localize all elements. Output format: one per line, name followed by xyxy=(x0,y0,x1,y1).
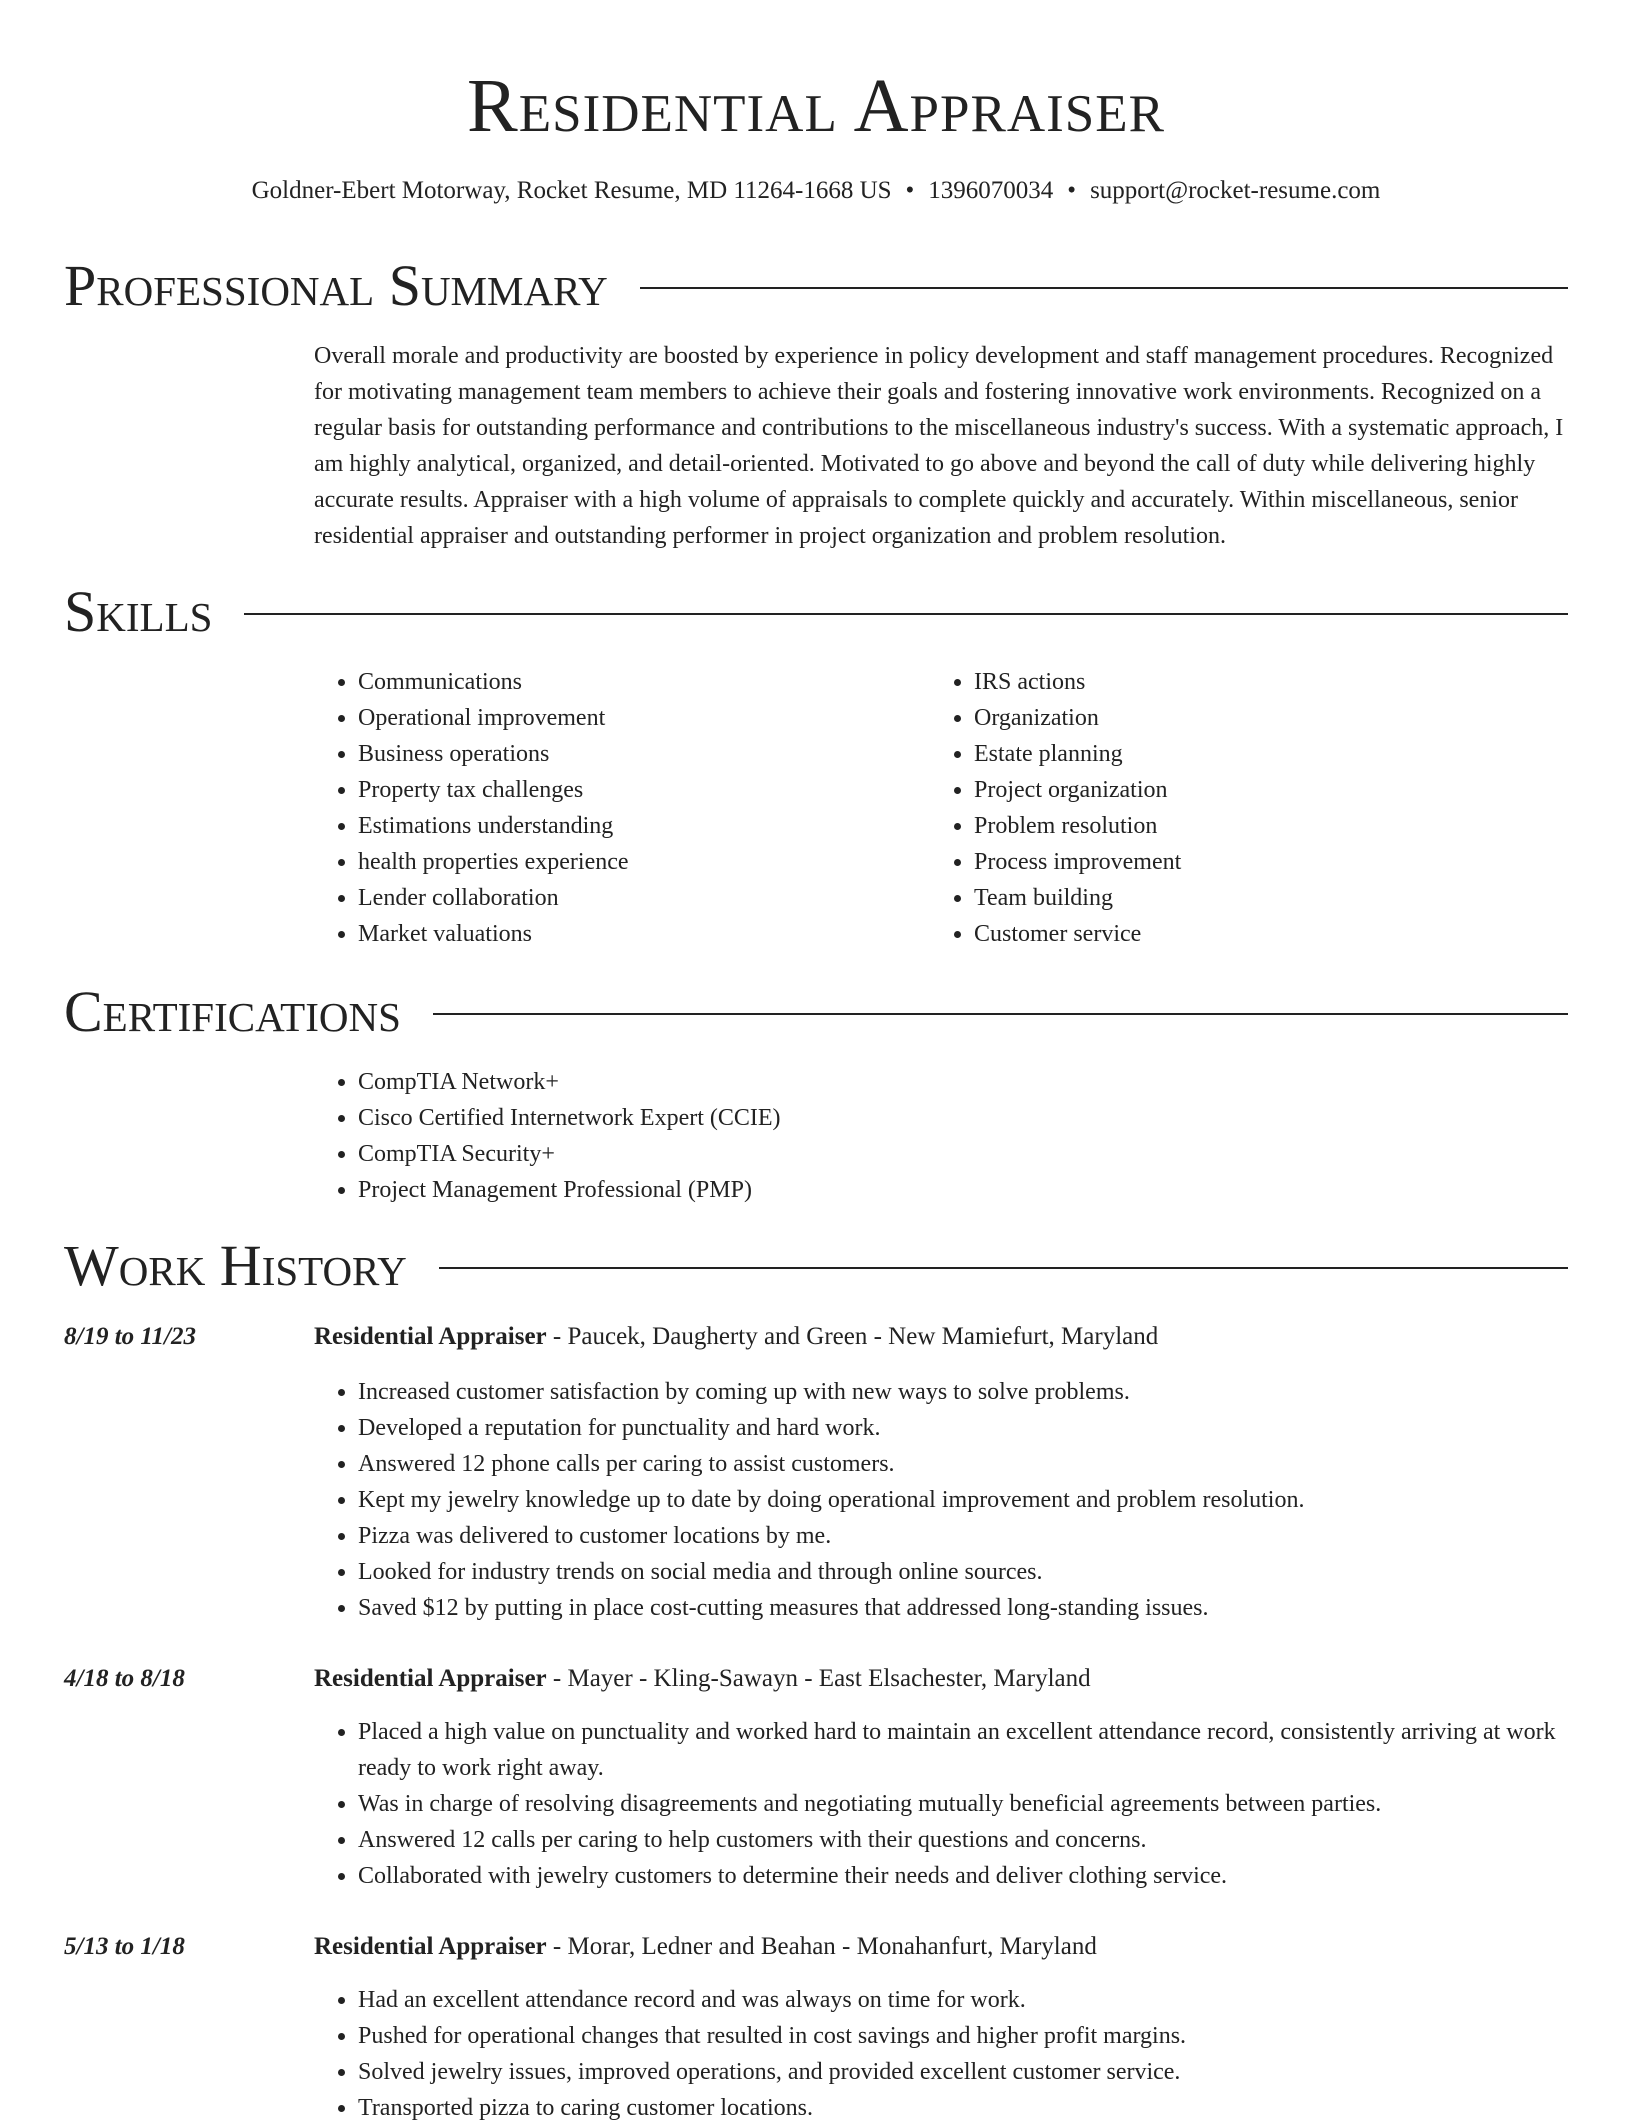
certifications-heading: Certifications xyxy=(64,979,401,1044)
certification-item: • CompTIA Security+ xyxy=(358,1136,1614,1172)
summary-text: Overall morale and productivity are boosted by experience in policy development and staff management procedures. Recognized for motivating management team members to achieve their goals and fostering innovative work environments. Recognized on a regular basis for outstanding performance and contributions to the miscellaneous industry's success. With a systematic approach, I am highly analytical, organized, and detail-oriented. Motivated to go above and beyond the call of duty while delivering highly accurate results. Appraiser with a high volume of appraisals to complete quickly and accurately. Within miscellaneous, senior residential appraiser and outstanding performer in project organization and problem resolution. xyxy=(314,343,1564,549)
certifications-section-header xyxy=(64,980,1568,1044)
job-dates: 8/19 to 11/23 xyxy=(64,1323,196,1350)
job-bullet: • Kept my jewelry knowledge up to date by doing operational improvement and problem resolution. xyxy=(358,1482,1614,1518)
skills-section-header xyxy=(64,580,1568,644)
section-rule xyxy=(439,1267,1568,1269)
skill-item: • Organization xyxy=(974,700,1534,736)
contact-phone: 1396070034 xyxy=(928,177,1054,204)
job-title: Residential Appraiser xyxy=(314,1933,547,1960)
skill-item: • Estate planning xyxy=(974,736,1534,772)
job-bullet: • Answered 12 phone calls per caring to assist customers. xyxy=(358,1446,1614,1482)
work-heading: Work History xyxy=(64,1233,407,1298)
job-bullets xyxy=(314,1982,1614,2126)
job-heading xyxy=(314,1320,1570,1354)
contact-separator: • xyxy=(905,177,915,204)
job-heading xyxy=(314,1662,1570,1696)
job-bullet: • Was in charge of resolving disagreements and negotiating mutually beneficial agreements between parties. xyxy=(358,1786,1614,1822)
certification-item: • Project Management Professional (PMP) xyxy=(358,1172,1614,1208)
skill-item: • Team building xyxy=(974,880,1534,916)
job-title: Residential Appraiser xyxy=(314,1665,547,1692)
job-bullets xyxy=(314,1714,1614,1894)
job-dates: 4/18 to 8/18 xyxy=(64,1665,185,1692)
job-bullet: • Placed a high value on punctuality and worked hard to maintain an excellent attendance record, consistently arriving at work ready to work right away. xyxy=(358,1714,1614,1786)
skill-item: • Lender collaboration xyxy=(358,880,918,916)
skill-item: • Problem resolution xyxy=(974,808,1534,844)
contact-separator: • xyxy=(1067,177,1077,204)
section-rule xyxy=(433,1013,1568,1015)
certification-item: • Cisco Certified Internetwork Expert (CCIE) xyxy=(358,1100,1614,1136)
section-rule xyxy=(640,287,1568,289)
skill-item: • Market valuations xyxy=(358,916,918,952)
certification-item: • CompTIA Network+ xyxy=(358,1064,1614,1100)
skills-list-right xyxy=(930,664,1534,952)
skill-item: • Project organization xyxy=(974,772,1534,808)
skill-item: • Customer service xyxy=(974,916,1534,952)
job-employer-location: - Paucek, Daugherty and Green - New Mamiefurt, Maryland xyxy=(546,1323,1159,1350)
job-employer-location: - Morar, Ledner and Beahan - Monahanfurt, Maryland xyxy=(546,1933,1097,1960)
summary-heading: Professional Summary xyxy=(64,253,608,318)
job-bullets xyxy=(314,1374,1614,1626)
certifications-list xyxy=(314,1064,1614,1208)
job-bullet: • Looked for industry trends on social media and through online sources. xyxy=(358,1554,1614,1590)
job-employer-location: - Mayer - Kling-Sawayn - East Elsachester, Maryland xyxy=(546,1665,1091,1692)
skill-item: • IRS actions xyxy=(974,664,1534,700)
job-bullet: • Increased customer satisfaction by coming up with new ways to solve problems. xyxy=(358,1374,1614,1410)
skill-item: • Operational improvement xyxy=(358,700,918,736)
job-bullet: • Pushed for operational changes that resulted in cost savings and higher profit margins. xyxy=(358,2018,1614,2054)
job-dates: 5/13 to 1/18 xyxy=(64,1933,185,1960)
job-bullet: • Collaborated with jewelry customers to determine their needs and deliver clothing service. xyxy=(358,1858,1614,1894)
skills-list-left xyxy=(314,664,918,952)
skill-item: • Property tax challenges xyxy=(358,772,918,808)
skill-item: • health properties experience xyxy=(358,844,918,880)
job-heading xyxy=(314,1930,1570,1964)
skill-item: • Communications xyxy=(358,664,918,700)
job-bullet: • Transported pizza to caring customer locations. xyxy=(358,2090,1614,2126)
job-bullet: • Developed a reputation for punctuality and hard work. xyxy=(358,1410,1614,1446)
job-bullet: • Had an excellent attendance record and was always on time for work. xyxy=(358,1982,1614,2018)
contact-address: Goldner-Ebert Motorway, Rocket Resume, MD 11264-1668 US xyxy=(251,177,892,204)
skill-item: • Business operations xyxy=(358,736,918,772)
contact-line xyxy=(0,174,1632,208)
skills-heading: Skills xyxy=(64,579,213,644)
summary-section-header xyxy=(64,254,1568,318)
work-section-header xyxy=(64,1234,1568,1298)
skill-item: • Estimations understanding xyxy=(358,808,918,844)
contact-email: support@rocket-resume.com xyxy=(1090,177,1381,204)
candidate-title: Residential Appraiser xyxy=(467,64,1165,148)
job-bullet: • Answered 12 calls per caring to help customers with their questions and concerns. xyxy=(358,1822,1614,1858)
section-rule xyxy=(244,613,1568,615)
job-title: Residential Appraiser xyxy=(314,1323,547,1350)
job-bullet: • Solved jewelry issues, improved operations, and provided excellent customer service. xyxy=(358,2054,1614,2090)
job-bullet: • Pizza was delivered to customer locations by me. xyxy=(358,1518,1614,1554)
skill-item: • Process improvement xyxy=(974,844,1534,880)
job-bullet: • Saved $12 by putting in place cost-cutting measures that addressed long-standing issues. xyxy=(358,1590,1614,1626)
